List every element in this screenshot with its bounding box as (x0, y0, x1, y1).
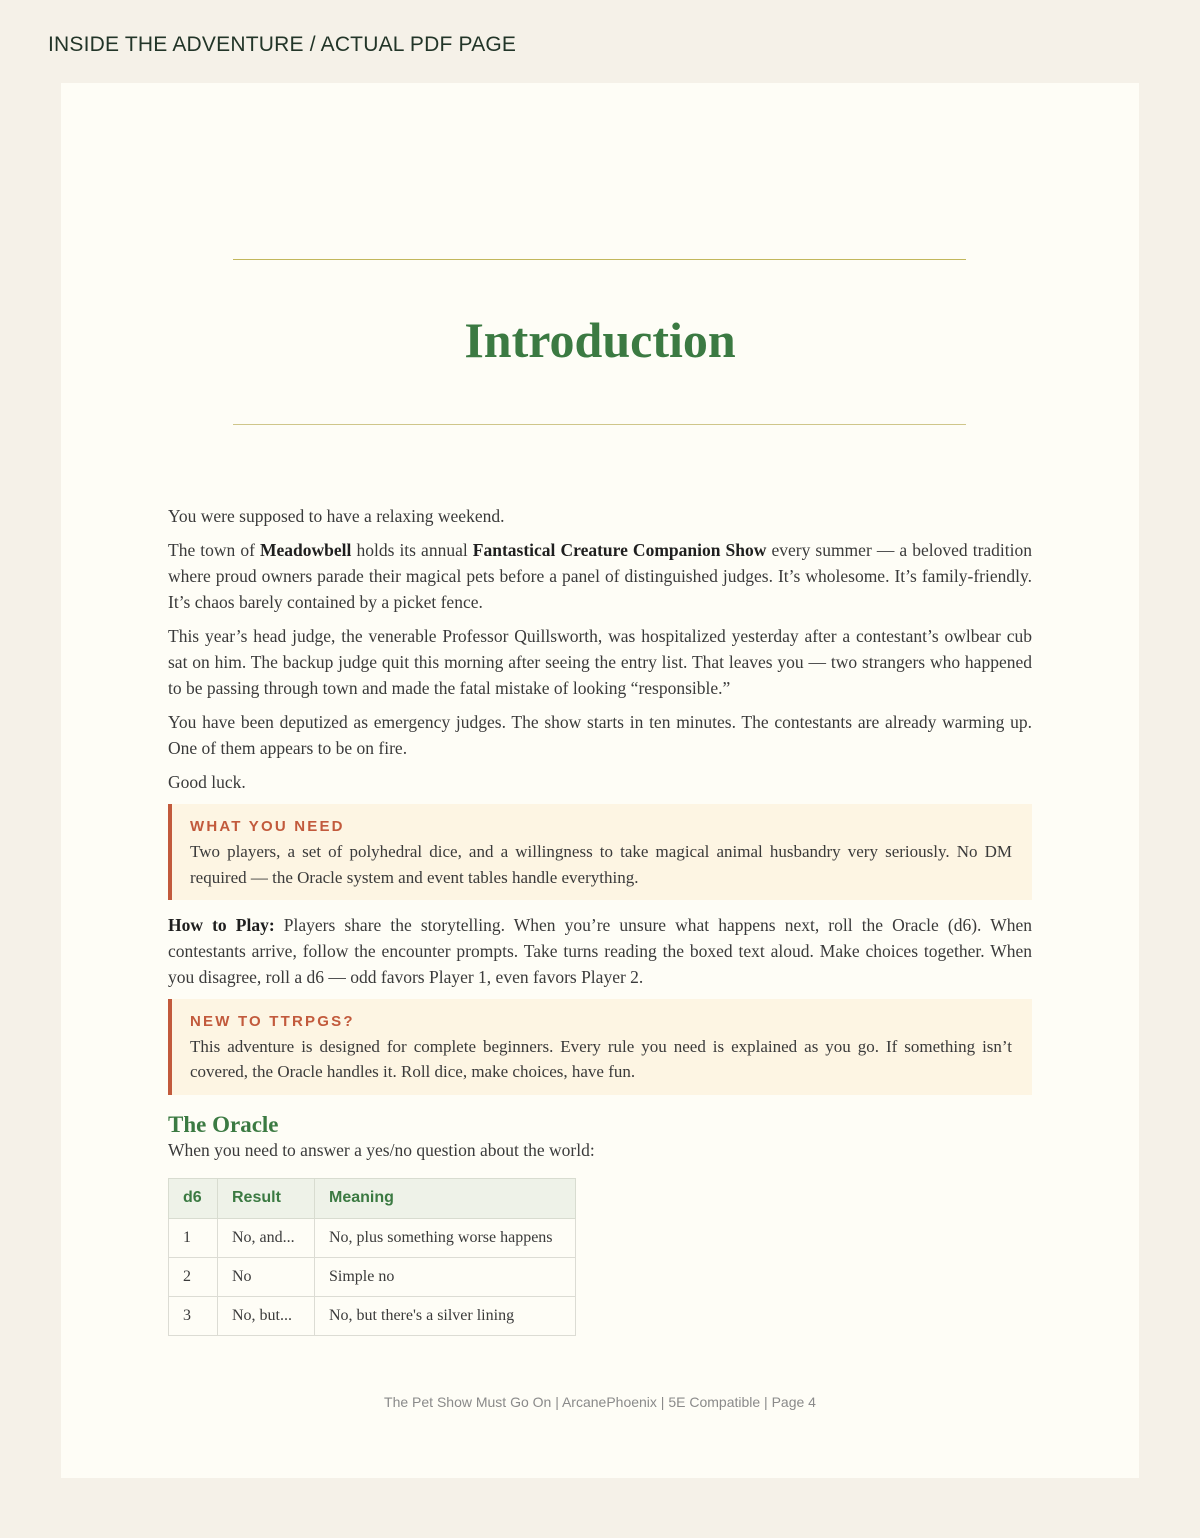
table-cell: Simple no (315, 1257, 576, 1296)
column-header-meaning: Meaning (315, 1178, 576, 1218)
oracle-heading: The Oracle (168, 1111, 279, 1137)
paragraph-deputized: You have been deputized as emergency judges. The show starts in ten minutes. The contestants are already warming up. One of them appears to be on fire. (168, 712, 1032, 758)
table-cell: 1 (169, 1218, 218, 1257)
title-rule-top (233, 259, 966, 260)
paragraph-good-luck: Good luck. (168, 772, 246, 793)
table-cell: No, but there's a silver lining (315, 1296, 576, 1335)
text-run: holds its annual (351, 540, 473, 561)
callout-what-you-need (168, 804, 1032, 900)
table-cell: 3 (169, 1296, 218, 1335)
paragraph-intro: You were supposed to have a relaxing weekend. (168, 506, 505, 526)
pdf-page (61, 83, 1139, 1478)
table-row (169, 1218, 576, 1257)
callout-title: WHAT YOU NEED (190, 818, 345, 836)
callout-new-to-ttrpgs (168, 999, 1032, 1095)
oracle-intro: When you need to answer a yes/no question about the world: (168, 1139, 595, 1160)
table-cell: 2 (169, 1257, 218, 1296)
table-cell: No, and... (218, 1218, 315, 1257)
page-footer: The Pet Show Must Go On | ArcanePhoenix | 5E Compatible | Page 4 (384, 1394, 816, 1410)
table-row (169, 1296, 576, 1335)
callout-title: NEW TO TTRPGS? (190, 1012, 355, 1030)
table-cell: No, plus something worse happens (315, 1218, 576, 1257)
column-header-d6: d6 (169, 1178, 218, 1218)
paragraph-how-to-play (168, 912, 1032, 990)
callout-body: Two players, a set of polyhedral dice, and a willingness to take magical animal husbandry very seriously. No DM required — the Oracle system and event tables handle everything. (190, 842, 1012, 887)
town-name: Meadowbell (260, 540, 352, 561)
page-content (168, 504, 1032, 1336)
table-cell: No, but... (218, 1296, 315, 1335)
table-cell: No (218, 1257, 315, 1296)
how-to-play-label: How to Play: (168, 915, 275, 936)
table-header-row (169, 1178, 576, 1218)
paragraph-judge: This year’s head judge, the venerable Professor Quillsworth, was hospitalized yesterday after a contestant’s owlbear cub sat on him. The backup judge quit this morning after seeing the entry list. That leaves you — two strangers who happened to be passing through town and made the fatal mistake of looking “responsible.” (168, 626, 1032, 698)
table-row (169, 1257, 576, 1296)
text-run: The town of (168, 540, 260, 561)
how-to-play-text: Players share the storytelling. When you’re unsure what happens next, roll the Oracle (d6). When contestants arrive, follow the encounter prompts. Take turns reading the boxed text aloud. Make choices together. When you disagree, roll a d6 — odd favors Player 1, even favors Player 2. (168, 915, 1032, 988)
show-name: Fantastical Creature Companion Show (472, 540, 767, 561)
text-run: every summer — a beloved tradition where proud owners parade their magical pets before a panel of distinguished judges. It’s wholesome. It’s family-friendly. It’s chaos barely contained by a picket fence. (168, 540, 1032, 612)
paragraph-town (168, 538, 1032, 615)
page-label: INSIDE THE ADVENTURE / ACTUAL PDF PAGE (48, 33, 517, 56)
page-title: Introduction (464, 312, 736, 368)
title-rule-bottom (233, 424, 966, 425)
column-header-result: Result (218, 1178, 315, 1218)
oracle-table (168, 1178, 576, 1336)
callout-body: This adventure is designed for complete beginners. Every rule you need is explained as you go. If something isn’t covered, the Oracle handles it. Roll dice, make choices, have fun. (190, 1036, 1012, 1082)
